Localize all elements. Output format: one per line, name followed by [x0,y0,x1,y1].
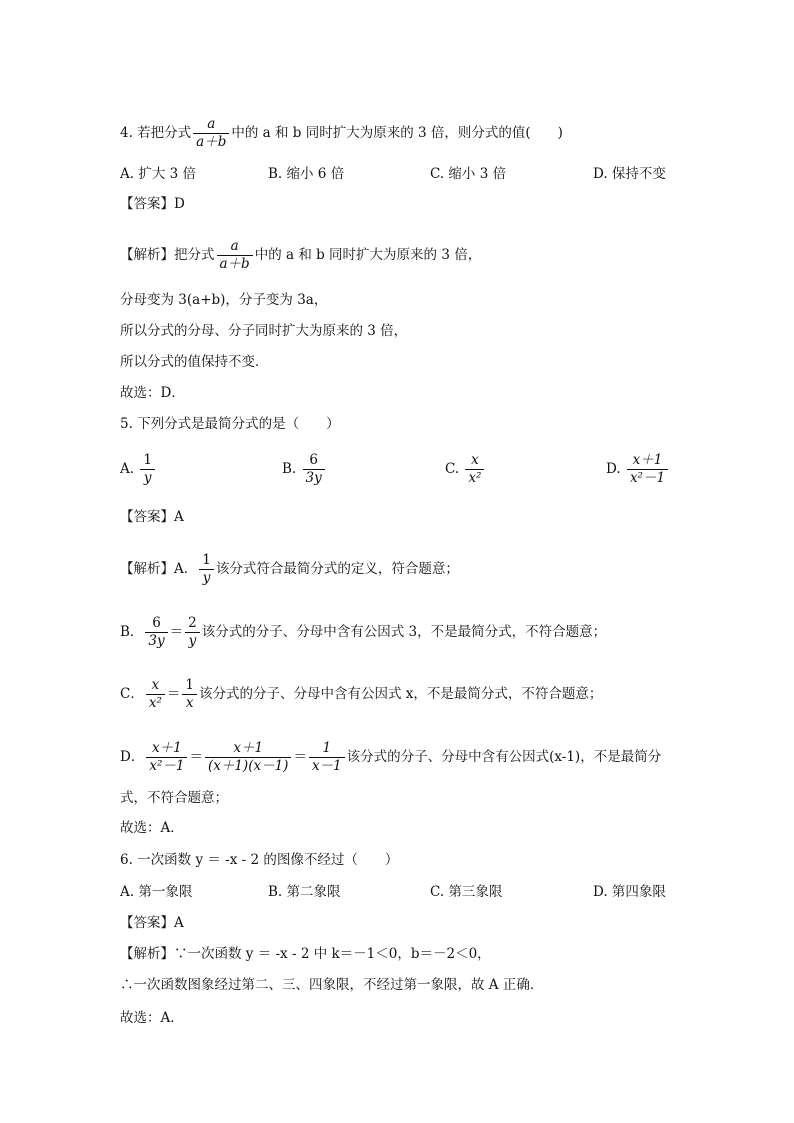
q4-answer: 【答案】D [120,196,185,212]
q6-analysis-line-2: ∴一次函数图象经过第二、三、四象限，不经过第一象限，故 A 正确． [120,977,544,993]
q5-analysis-c-denominator-1: x² [148,695,162,711]
q5-analysis-b-fraction-2 [185,615,200,650]
q5-analysis-d-text: 该分式的分子、分母中含有公因式(x-1)，不是最简分 [346,749,662,765]
q5-option-a-fraction [140,452,155,487]
q5-option-b-denominator: 3y [305,470,322,486]
q5-option-d-numerator: x＋1 [627,452,668,470]
q5-option-b [282,452,327,487]
q5-analysis-c-denominator-2: x [185,695,194,711]
q5-analysis-a-denominator: y [202,570,211,586]
q5-analysis-d-denominator-3: x－1 [311,758,342,774]
q5-option-c-fraction [465,452,484,487]
q5-analysis-d-equals-1: ＝ [189,749,203,765]
q5-option-c-numerator: x [465,452,484,470]
q5-option-d-denominator: x²－1 [629,470,666,486]
q4-option-a: A. 扩大 3 倍 [120,166,197,182]
q5-analysis-d-continued: 式，不符合题意； [120,790,228,806]
q5-analysis-d-fraction-2 [205,740,291,775]
q4-analysis-line-3: 所以分式的值保持不变． [120,354,269,370]
q6-answer: 【答案】A [120,915,184,931]
q6-option-a: A. 第一象限 [120,884,193,900]
q6-option-d: D. 第四象限 [593,884,666,900]
q5-analysis-b-numerator-1: 6 [145,615,167,633]
q4-option-c: C. 缩小 3 倍 [430,166,507,182]
q5-analysis-a-fraction [199,552,214,587]
q6-option-b: B. 第二象限 [268,884,341,900]
q5-option-b-fraction [303,452,325,487]
q5-option-c-denominator: x² [468,470,482,486]
q5-analysis-c-numerator-2: 1 [182,677,197,695]
q4-analysis-suffix: 中的 a 和 b 同时扩大为原来的 3 倍， [254,247,482,263]
q5-analysis-b-prefix: B． [120,624,144,640]
q4-analysis-fraction-denominator: a＋b [219,256,250,272]
q4-stem-suffix: 中的 a 和 b 同时扩大为原来的 3 倍，则分式的值( ) [231,125,563,141]
q5-analysis-a-prefix: 【解析】A． [120,561,198,577]
q5-analysis-c-prefix: C． [120,686,144,702]
q4-option-b: B. 缩小 6 倍 [268,166,345,182]
q4-option-d: D. 保持不变 [593,166,666,182]
q5-analysis-d-fraction-3 [309,740,345,775]
q5-option-d-label: D. [606,461,621,477]
q5-analysis-d-numerator-1: x＋1 [146,740,187,758]
q5-analysis-a [120,552,459,587]
q5-option-a [120,452,157,487]
q5-option-b-numerator: 6 [303,452,325,470]
q5-analysis-b-equals: ＝ [169,624,184,640]
q5-option-a-denominator: y [143,470,152,486]
q5-analysis-d-equals-2: ＝ [293,749,307,765]
q5-analysis-d-denominator-2: (x＋1)(x－1) [207,758,289,774]
q5-analysis-a-numerator: 1 [199,552,214,570]
q4-analysis-prefix: 【解析】把分式 [120,247,215,263]
q5-analysis-a-text: 该分式符合最简分式的定义，符合题意； [215,561,459,577]
q5-option-b-label: B. [282,461,297,477]
q5-stem: 5. 下列分式是最简分式的是（ ） [120,416,340,432]
q5-analysis-d-prefix: D． [120,749,145,765]
q4-analysis-fraction-numerator: a [217,238,253,256]
q6-analysis: 【解析】∵一次函数 y ＝ -x - 2 中 k＝－1＜0，b＝－2＜0， [120,946,491,962]
q5-analysis-b-denominator-2: y [188,633,197,649]
q6-conclusion: 故选：A． [120,1010,184,1026]
q4-stem-prefix: 4. 若把分式 [120,125,192,141]
q5-analysis-b-fraction-1 [145,615,167,650]
q4-conclusion: 故选：D． [120,385,185,401]
q5-analysis-b-text: 该分式的分子、分母中含有公因式 3，不是最简分式，不符合题意； [201,624,607,640]
q5-analysis-c-fraction-1 [146,677,165,712]
q5-conclusion: 故选：A． [120,820,184,836]
q4-analysis-fraction [217,238,253,273]
q5-analysis-c-numerator-1: x [146,677,165,695]
q5-analysis-d-denominator-1: x²－1 [149,758,185,774]
q4-stem [120,116,563,151]
q5-option-d [606,452,670,487]
q5-analysis-d-numerator-3: 1 [309,740,345,758]
q4-fraction-denominator: a＋b [196,134,227,150]
q5-answer: 【答案】A [120,509,184,525]
q5-option-c-label: C. [445,461,460,477]
q4-analysis-line-2: 所以分式的分母、分子同时扩大为原来的 3 倍， [120,323,408,339]
q5-analysis-b-numerator-2: 2 [185,615,200,633]
q5-option-d-fraction [627,452,668,487]
q5-option-a-label: A. [120,461,135,477]
q4-fraction [193,116,229,151]
q6-option-c: C. 第三象限 [430,884,503,900]
q5-analysis-d [120,740,661,775]
q5-analysis-b-denominator-1: 3y [148,633,165,649]
q6-stem: 6. 一次函数 y ＝ -x - 2 的图像不经过（ ） [120,852,399,868]
q5-option-c [445,452,486,487]
q5-analysis-c-fraction-2 [182,677,197,712]
q5-analysis-d-numerator-2: x＋1 [205,740,291,758]
q5-analysis-c-text: 该分式的分子、分母中含有公因式 x，不是最简分式，不符合题意； [198,686,603,702]
q4-analysis-line-1: 分母变为 3(a+b)，分子变为 3a， [120,292,328,308]
q5-analysis-c [120,677,602,712]
q4-fraction-numerator: a [193,116,229,134]
q5-analysis-c-equals: ＝ [166,686,181,702]
q5-option-a-numerator: 1 [140,452,155,470]
q5-analysis-d-fraction-1 [146,740,187,775]
q4-analysis [120,238,481,273]
q5-analysis-b [120,615,606,650]
